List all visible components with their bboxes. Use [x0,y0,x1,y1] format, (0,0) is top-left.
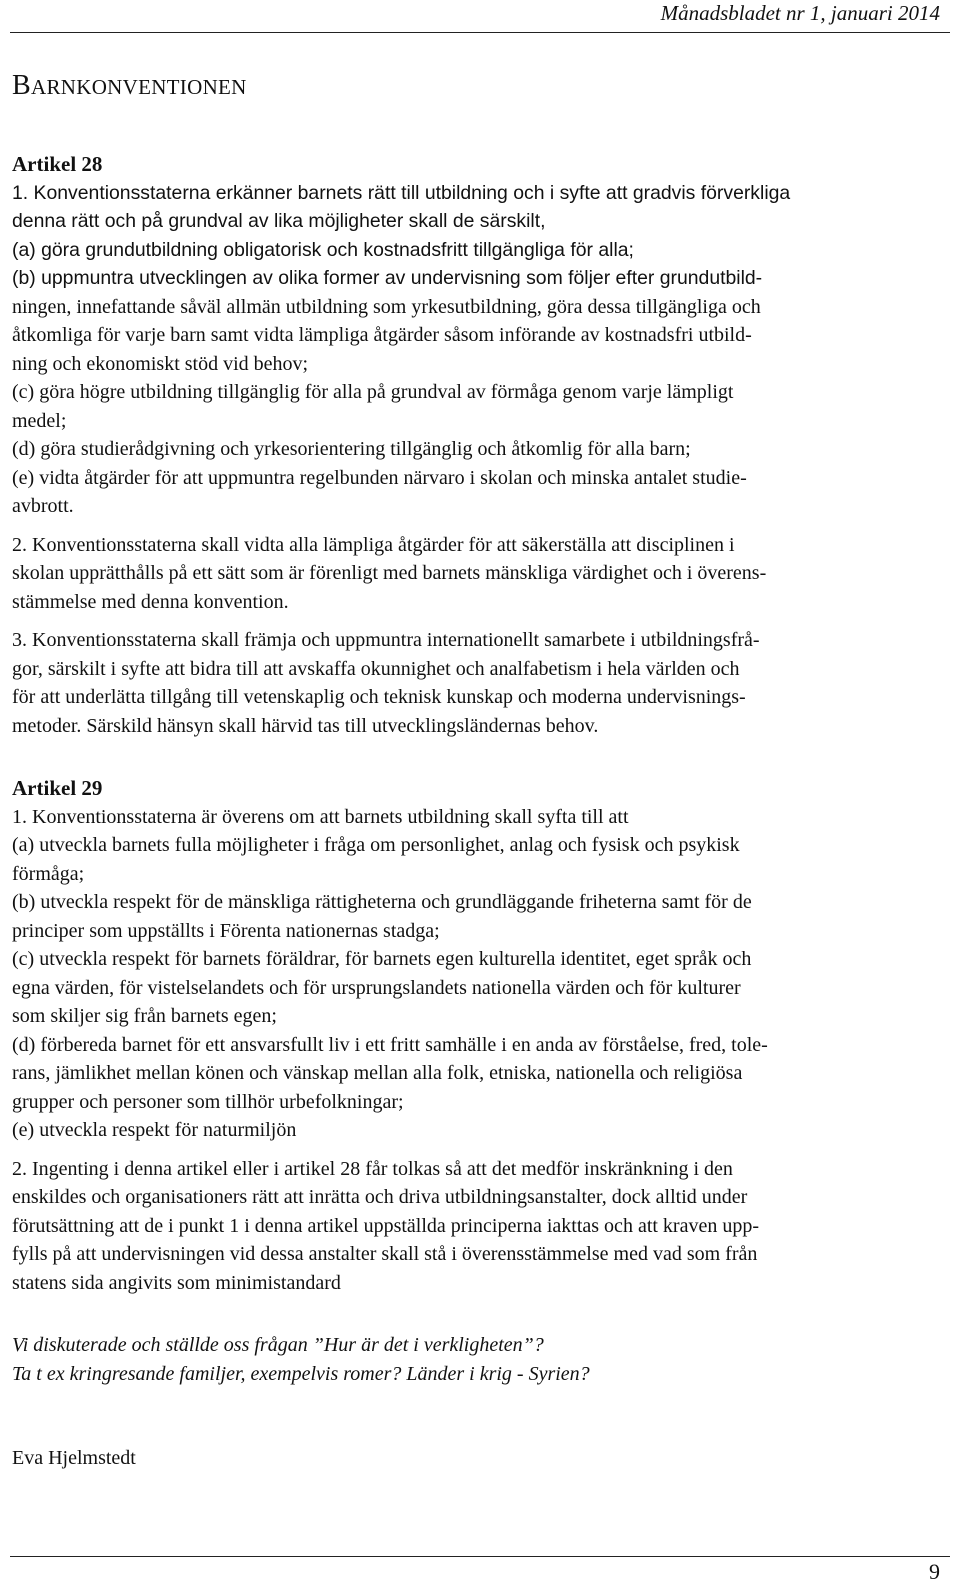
text-line: (b) uppmuntra utvecklingen av olika former av undervisning som följer efter grundutbild- [12,267,763,289]
text-line: (d) göra studierådgivning och yrkesorientering tillgänglig och åtkomlig för alla barn; [12,438,691,460]
text-line: denna rätt och på grundval av lika möjligheter skall de särskilt, [12,210,546,232]
title-first-letter: B [12,70,31,101]
text-line: (c) göra högre utbildning tillgänglig för alla på grundval av förmåga genom varje lämpligt [12,381,734,403]
text-line: (a) göra grundutbildning obligatorisk och kostnadsfritt tillgängliga för alla; [12,238,634,261]
note-line: Ta t ex kringresande familjer, exempelvis romer? Länder i krig - Syrien? [12,1362,590,1385]
title-rest: ARNKONVENTIONEN [30,75,247,99]
text-line: ning och ekonomiskt stöd vid behov; [12,352,309,375]
text-line: principer som uppställts i Förenta nationernas stadga; [12,919,440,942]
text-line: (e) vidta åtgärder för att uppmuntra regelbunden närvaro i skolan och minska antalet studie- [12,466,747,489]
discussion-note [12,1331,940,1388]
text-line: förmåga; [12,862,85,885]
footer-divider [10,1556,950,1557]
article-28-paragraph-2 [12,531,940,617]
text-line: rans, jämlikhet mellan könen och vänskap mellan alla folk, etniska, nationella och religiösa [12,1062,743,1084]
text-line: 3. Konventionsstaterna skall främja och uppmuntra internationellt samarbete i utbildningsfrå- [12,629,760,651]
text-line: som skiljer sig från barnets egen; [12,1005,277,1027]
text-line: ningen, innefattande såväl allmän utbildning som yrkesutbildning, göra dessa tillgängliga och [12,295,761,318]
header-divider [10,32,950,33]
page-number: 9 [929,1559,940,1584]
article-28-paragraph-1-rest [12,293,940,521]
text-line: medel; [12,409,67,432]
text-line: 2. Konventionsstaterna skall vidta alla lämpliga åtgärder för att säkerställa att disciplinen i [12,533,735,556]
text-line: grupper och personer som tillhör urbefolkningar; [12,1090,404,1113]
text-line: 1. Konventionsstaterna erkänner barnets rätt till utbildning och i syfte att gradvis förverkliga [12,181,791,204]
text-line: egna värden, för vistelselandets och för ursprungslandets nationella värden och för kulturer [12,976,741,999]
article-28-paragraph-1-sans [12,179,940,293]
note-line: Vi diskuterade och ställde oss frågan ”Hur är det i verkligheten”? [12,1334,544,1356]
text-line: (c) utveckla respekt för barnets föräldrar, för barnets egen kulturella identitet, eget språk och [12,948,752,970]
article-28-paragraph-3 [12,626,940,740]
article-29-paragraph-1 [12,803,940,1145]
text-line: 2. Ingenting i denna artikel eller i artikel 28 får tolkas så att det medför inskränkning i den [12,1157,733,1180]
publication-header: Månadsbladet nr 1, januari 2014 [660,1,940,25]
text-line: (d) förbereda barnet för ett ansvarsfullt liv i ett fritt samhälle i en anda av förståelse, fred, tole- [12,1033,768,1056]
article-29-heading: Artikel 29 [12,776,103,800]
document-body [12,150,940,1473]
text-line: (b) utveckla respekt för de mänskliga rättigheterna och grundläggande friheterna samt för de [12,891,752,913]
text-line: förutsättning att de i punkt 1 i denna artikel uppställda principerna iakttas och att kraven upp- [12,1214,760,1237]
author-signature: Eva Hjelmstedt [12,1447,136,1469]
page-title [12,70,247,102]
text-line: 1. Konventionsstaterna är överens om att barnets utbildning skall syfta till att [12,805,629,828]
text-line: stämmelse med denna konvention. [12,590,289,613]
text-line: skolan upprätthålls på ett sätt som är förenligt med barnets mänskliga värdighet och i överens- [12,562,767,584]
text-line: statens sida angivits som minimistandard [12,1271,341,1294]
text-line: för att underlätta tillgång till vetenskaplig och teknisk kunskap och moderna undervisnings- [12,686,746,708]
text-line: enskildes och organisationers rätt att inrätta och driva utbildningsanstalter, dock alltid under [12,1186,748,1208]
text-line: (e) utveckla respekt för naturmiljön [12,1119,297,1141]
text-line: gor, särskilt i syfte att bidra till att avskaffa okunnighet och analfabetism i hela världen och [12,657,740,680]
text-line: metoder. Särskild hänsyn skall härvid tas till utvecklingsländernas behov. [12,714,599,737]
text-line: avbrott. [12,495,74,517]
text-line: åtkomliga för varje barn samt vidta lämpliga åtgärder såsom införande av kostnadsfri utbild- [12,324,752,346]
article-28-heading: Artikel 28 [12,152,103,176]
text-line: fylls på att undervisningen vid dessa anstalter skall stå i överensstämmelse med vad som från [12,1243,758,1265]
article-29-paragraph-2 [12,1155,940,1298]
text-line: (a) utveckla barnets fulla möjligheter i fråga om personlighet, anlag och fysisk och psykisk [12,834,740,856]
